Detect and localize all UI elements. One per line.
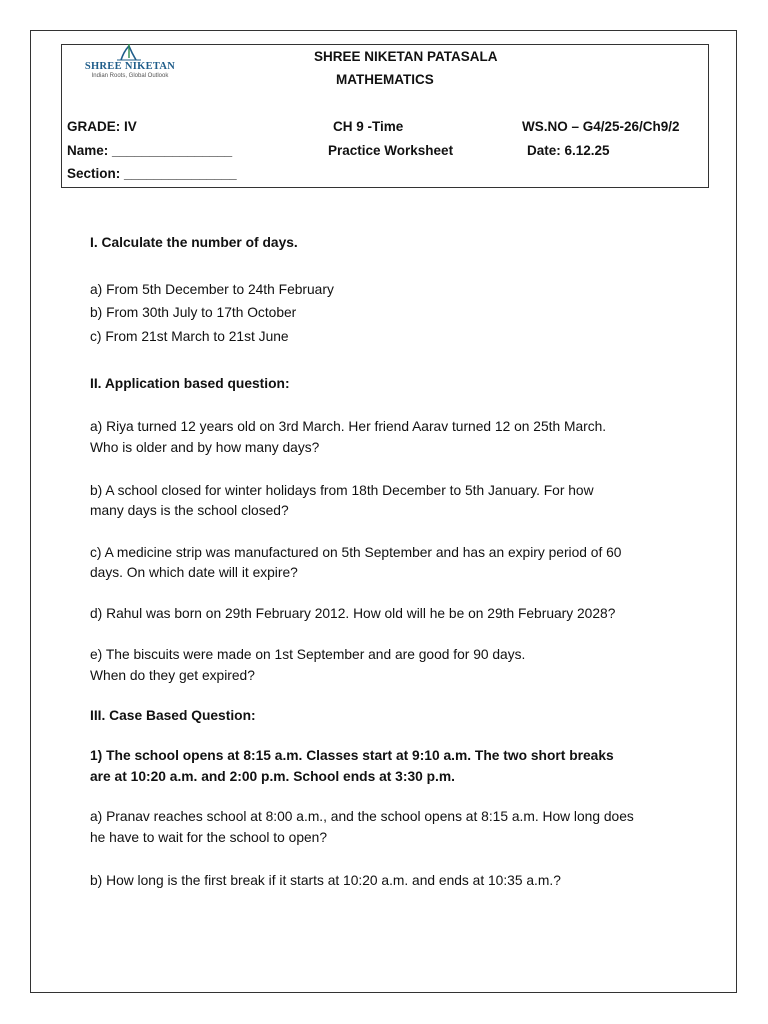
chapter-label: CH 9 -Time [333, 119, 404, 134]
school-logo [75, 44, 185, 82]
section-2-question-e-line: e) The biscuits were made on 1st September and are good for 90 days. [90, 647, 526, 662]
worksheet-date: Date: 6.12.25 [527, 143, 610, 158]
section-field: Section: _______________ [67, 166, 237, 181]
section-3-question-a-line: a) Pranav reaches school at 8:00 a.m., and the school opens at 8:15 a.m. How long does [90, 809, 634, 824]
section-1-item: b) From 30th July to 17th October [90, 305, 297, 320]
section-2-question-c-line: days. On which date will it expire? [90, 565, 298, 580]
logo-name: SHREE NIKETAN [84, 61, 176, 72]
section-3-question-b: b) How long is the first break if it starts at 10:20 a.m. and ends at 10:35 a.m.? [90, 873, 561, 888]
section-3-heading: III. Case Based Question: [90, 708, 256, 723]
worksheet-type: Practice Worksheet [328, 143, 454, 158]
section-2-question-a-line: a) Riya turned 12 years old on 3rd March. Her friend Aarav turned 12 on 25th March. [90, 419, 607, 434]
case-statement-line: are at 10:20 a.m. and 2:00 p.m. School ends at 3:30 p.m. [90, 769, 455, 784]
case-statement-line: 1) The school opens at 8:15 a.m. Classes start at 9:10 a.m. The two short breaks [90, 748, 614, 763]
name-field: Name: ________________ [67, 143, 233, 158]
section-1-item: c) From 21st March to 21st June [90, 329, 289, 344]
section-1-item: a) From 5th December to 24th February [90, 282, 334, 297]
section-1-heading: I. Calculate the number of days. [90, 235, 298, 250]
section-2-question-b-line: many days is the school closed? [90, 503, 289, 518]
grade-label: GRADE: IV [67, 119, 137, 134]
section-3-question-a-line: he have to wait for the school to open? [90, 830, 328, 845]
section-2-question-b-line: b) A school closed for winter holidays from 18th December to 5th January. For how [90, 483, 594, 498]
school-name: SHREE NIKETAN PATASALA [314, 49, 498, 64]
worksheet-number: WS.NO – G4/25-26/Ch9/2 [522, 119, 680, 134]
logo-emblem-icon [109, 44, 149, 62]
section-2-question-a-line: Who is older and by how many days? [90, 440, 320, 455]
logo-tagline: Indian Roots, Global Outlook [91, 73, 169, 79]
section-2-question-c-line: c) A medicine strip was manufactured on 5th September and has an expiry period of 60 [90, 545, 622, 560]
subject-title: MATHEMATICS [336, 72, 434, 87]
section-2-question-e-line: When do they get expired? [90, 668, 255, 683]
section-2-heading: II. Application based question: [90, 376, 290, 391]
section-2-question-d: d) Rahul was born on 29th February 2012. How old will he be on 29th February 2028? [90, 606, 616, 621]
